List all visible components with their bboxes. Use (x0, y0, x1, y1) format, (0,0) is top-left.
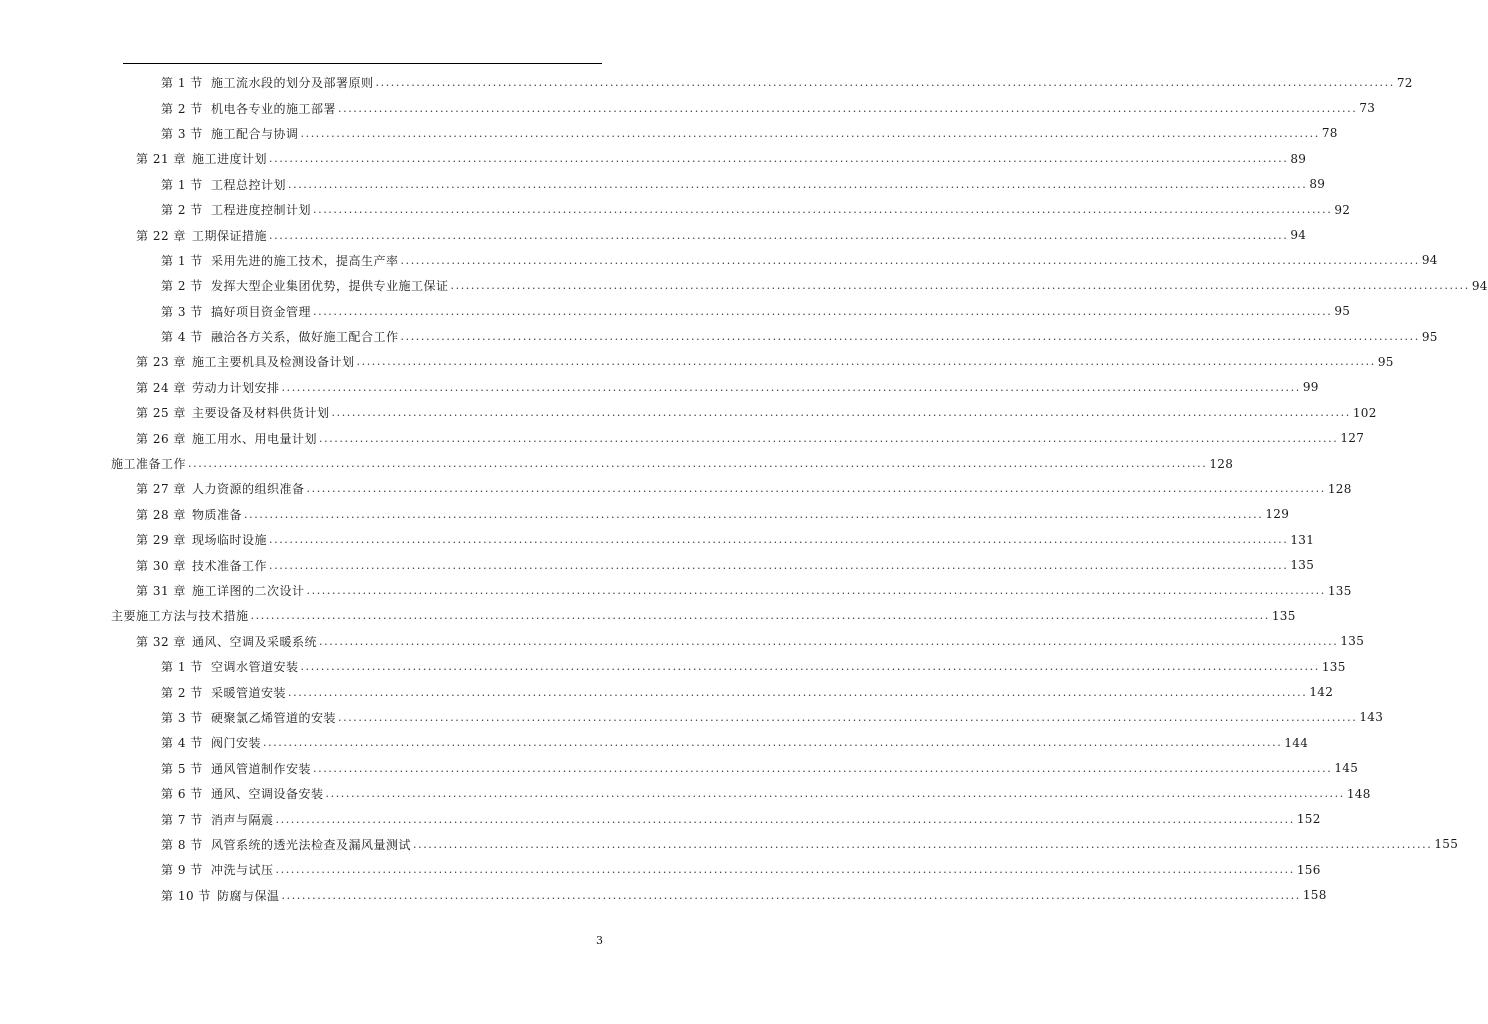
toc-entry-number: 第 29 章 (136, 533, 186, 548)
toc-entry-title: 施工详图的二次设计 (192, 584, 305, 598)
toc-entry-number: 第 7 节 (161, 812, 203, 827)
toc-entry-chapter[interactable] (0, 146, 1307, 171)
toc-entry-title: 融洽各方关系，做好施工配合工作 (211, 330, 399, 345)
toc-entry-section[interactable] (0, 324, 1438, 349)
toc-entry-page: 78 (1321, 126, 1338, 141)
toc-entry-title: 工程总控计划 (211, 177, 287, 192)
toc-entry-part[interactable] (0, 603, 1296, 628)
toc-entry-title: 机电各专业的施工部署 (211, 101, 337, 116)
toc-entry-page: 89 (1309, 177, 1326, 192)
toc-entry-section[interactable] (0, 172, 1326, 197)
toc-entry-page: 145 (1334, 761, 1359, 776)
page-number: 3 (596, 934, 603, 947)
toc-entry-number: 第 10 节 (161, 888, 211, 903)
toc-entry-page: 95 (1334, 304, 1351, 319)
toc-entry-number: 第 2 节 (161, 203, 203, 218)
toc-entry-title: 施工准备工作 (111, 457, 187, 472)
toc-entry-section[interactable] (0, 756, 1359, 781)
toc-entry-page: 129 (1265, 507, 1290, 522)
toc-entry-chapter[interactable] (0, 222, 1307, 247)
toc-entry-title: 发挥大型企业集团优势，提供专业施工保证 (211, 279, 449, 294)
dot-leader: ........................................................................................................................................................................................................ (269, 228, 1289, 242)
dot-leader: ........................................................................................................................................................................................................ (375, 76, 1395, 90)
toc-entry-page: 143 (1359, 710, 1384, 725)
toc-entry-page: 99 (1302, 380, 1319, 395)
toc-entry-section[interactable] (0, 299, 1351, 324)
toc-entry-page: 95 (1377, 354, 1394, 369)
toc-entry-number: 第 5 节 (161, 761, 203, 776)
toc-entry-title: 风管系统的透光法检查及漏风量测试 (211, 837, 412, 852)
dot-leader: ........................................................................................................................................................................................................ (400, 330, 1420, 344)
toc-entry-title: 施工主要机具及检测设备计划 (192, 355, 355, 370)
toc-entry-section[interactable] (0, 654, 1346, 679)
toc-entry-number: 第 4 节 (161, 330, 203, 345)
toc-entry-number: 第 1 节 (161, 253, 203, 268)
toc-entry-chapter[interactable] (0, 502, 1290, 527)
toc-entry-page: 95 (1421, 329, 1438, 344)
toc-entry-title: 施工配合与协调 (211, 126, 299, 141)
toc-entry-title: 采用先进的施工技术，提高生产率 (211, 253, 399, 268)
toc-entry-number: 第 21 章 (136, 152, 186, 167)
toc-entry-page: 144 (1284, 735, 1309, 750)
toc-entry-section[interactable] (0, 121, 1338, 146)
toc-entry-number: 第 3 节 (161, 710, 203, 725)
toc-entry-section[interactable] (0, 832, 1459, 857)
dot-leader: ........................................................................................................................................................................................................ (281, 380, 1301, 394)
toc-entry-title: 施工进度计划 (192, 152, 268, 167)
toc-entry-number: 第 22 章 (136, 228, 186, 243)
toc-entry-section[interactable] (0, 730, 1309, 755)
toc-entry-page: 155 (1434, 837, 1459, 852)
toc-entry-page: 135 (1290, 558, 1315, 573)
toc-entry-number: 第 24 章 (136, 380, 186, 395)
toc-entry-page: 131 (1290, 532, 1315, 547)
dot-leader: ........................................................................................................................................................................................................ (275, 863, 1295, 877)
toc-entry-title: 通风、空调及采暖系统 (192, 634, 318, 649)
dot-leader: ........................................................................................................................................................................................................ (319, 634, 1339, 648)
toc-entry-title: 劳动力计划安排 (192, 380, 280, 395)
dot-leader: ........................................................................................................................................................................................................ (269, 533, 1289, 547)
toc-entry-title: 施工流水段的划分及部署原则 (211, 76, 374, 91)
toc-entry-section[interactable] (0, 781, 1371, 806)
dot-leader: ........................................................................................................................................................................................................ (250, 609, 1270, 623)
toc-entry-chapter[interactable] (0, 629, 1365, 654)
toc-entry-number: 第 1 节 (161, 660, 203, 675)
toc-entry-page: 156 (1296, 862, 1321, 877)
toc-entry-page: 135 (1271, 608, 1296, 623)
toc-entry-page: 148 (1346, 786, 1371, 801)
toc-entry-part[interactable] (0, 451, 1234, 476)
toc-entry-title: 人力资源的组织准备 (192, 482, 305, 497)
toc-entry-number: 第 26 章 (136, 431, 186, 446)
toc-entry-section[interactable] (0, 705, 1384, 730)
dot-leader: ........................................................................................................................................................................................................ (263, 736, 1283, 750)
dot-leader: ........................................................................................................................................................................................................ (338, 710, 1358, 724)
toc-entry-section[interactable] (0, 95, 1376, 120)
toc-entry-section[interactable] (0, 70, 1413, 95)
toc-entry-chapter[interactable] (0, 400, 1377, 425)
toc-entry-title: 现场临时设施 (192, 533, 268, 548)
toc-entry-page: 73 (1359, 101, 1376, 116)
toc-entry-section[interactable] (0, 273, 1488, 298)
header-rule (123, 63, 602, 64)
toc-entry-chapter[interactable] (0, 476, 1352, 501)
toc-entry-number: 第 28 章 (136, 507, 186, 522)
table-of-contents (0, 70, 1488, 908)
dot-leader: ........................................................................................................................................................................................................ (306, 482, 1326, 496)
toc-entry-number: 第 2 节 (161, 685, 203, 700)
dot-leader: ........................................................................................................................................................................................................ (244, 507, 1264, 521)
toc-entry-number: 第 32 章 (136, 634, 186, 649)
toc-entry-chapter[interactable] (0, 527, 1315, 552)
toc-entry-title: 空调水管道安装 (211, 660, 299, 675)
toc-entry-chapter[interactable] (0, 578, 1352, 603)
toc-entry-title: 搞好项目资金管理 (211, 304, 312, 319)
toc-entry-title: 技术准备工作 (192, 558, 268, 573)
dot-leader: ........................................................................................................................................................................................................ (319, 431, 1339, 445)
dot-leader: ........................................................................................................................................................................................................ (413, 837, 1433, 851)
toc-entry-number: 第 9 节 (161, 863, 203, 878)
dot-leader: ........................................................................................................................................................................................................ (400, 253, 1420, 267)
toc-entry-chapter[interactable] (0, 375, 1319, 400)
dot-leader: ........................................................................................................................................................................................................ (288, 685, 1308, 699)
toc-entry-title: 物质准备 (192, 507, 243, 522)
toc-entry-section[interactable] (0, 197, 1351, 222)
dot-leader: ........................................................................................................................................................................................................ (450, 279, 1470, 293)
toc-entry-section[interactable] (0, 857, 1321, 882)
toc-entry-page: 92 (1334, 202, 1351, 217)
toc-entry-title: 通风管道制作安装 (211, 761, 312, 776)
toc-entry-section[interactable] (0, 883, 1327, 908)
toc-entry-number: 第 4 节 (161, 736, 203, 751)
toc-entry-page: 127 (1340, 431, 1365, 446)
toc-entry-number: 第 30 章 (136, 558, 186, 573)
dot-leader: ........................................................................................................................................................................................................ (300, 126, 1320, 140)
toc-entry-title: 冲洗与试压 (211, 863, 274, 878)
dot-leader: ........................................................................................................................................................................................................ (306, 584, 1326, 597)
toc-entry-number: 第 2 节 (161, 279, 203, 294)
toc-entry-page: 102 (1352, 405, 1377, 420)
toc-entry-chapter[interactable] (0, 552, 1315, 577)
toc-entry-page: 94 (1290, 228, 1307, 243)
toc-entry-page: 152 (1296, 812, 1321, 827)
toc-entry-page: 135 (1340, 634, 1365, 649)
toc-entry-title: 施工用水、用电量计划 (192, 431, 318, 446)
toc-entry-page: 72 (1396, 75, 1413, 90)
toc-entry-section[interactable] (0, 806, 1321, 831)
dot-leader: ........................................................................................................................................................................................................ (313, 304, 1333, 318)
dot-leader: ........................................................................................................................................................................................................ (300, 660, 1320, 674)
toc-entry-title: 采暖管道安装 (211, 685, 287, 700)
dot-leader: ........................................................................................................................................................................................................ (275, 812, 1295, 826)
toc-entry-title: 阀门安装 (211, 736, 262, 751)
dot-leader: ........................................................................................................................................................................................................ (288, 177, 1308, 191)
dot-leader: ........................................................................................................................................................................................................ (188, 457, 1208, 471)
toc-entry-page: 135 (1321, 659, 1346, 674)
toc-entry-title: 主要施工方法与技术措施 (111, 609, 249, 624)
dot-leader: ........................................................................................................................................................................................................ (313, 761, 1333, 775)
toc-entry-chapter[interactable] (0, 349, 1394, 374)
toc-entry-page: 94 (1471, 278, 1488, 293)
toc-entry-page: 94 (1421, 253, 1438, 268)
toc-entry-title: 消声与隔震 (211, 812, 274, 827)
toc-entry-section[interactable] (0, 679, 1334, 704)
toc-entry-number: 第 23 章 (136, 355, 186, 370)
toc-entry-number: 第 1 节 (161, 177, 203, 192)
toc-entry-number: 第 8 节 (161, 837, 203, 852)
dot-leader: ........................................................................................................................................................................................................ (356, 355, 1376, 369)
toc-entry-number: 第 3 节 (161, 304, 203, 319)
dot-leader: ........................................................................................................................................................................................................ (269, 558, 1289, 572)
toc-entry-title: 工期保证措施 (192, 228, 268, 243)
toc-entry-page: 158 (1302, 888, 1327, 903)
toc-entry-page: 128 (1327, 481, 1352, 496)
toc-entry-number: 第 3 节 (161, 126, 203, 141)
dot-leader: ........................................................................................................................................................................................................ (338, 101, 1358, 115)
toc-entry-title: 通风、空调设备安装 (211, 787, 324, 802)
toc-entry-title: 主要设备及材料供货计划 (192, 406, 330, 421)
dot-leader: ........................................................................................................................................................................................................ (331, 406, 1351, 420)
dot-leader: ........................................................................................................................................................................................................ (269, 152, 1289, 166)
toc-entry-number: 第 2 节 (161, 101, 203, 116)
toc-entry-page: 135 (1327, 583, 1352, 598)
toc-entry-number: 第 27 章 (136, 482, 186, 497)
dot-leader: ........................................................................................................................................................................................................ (325, 787, 1345, 801)
toc-entry-page: 142 (1309, 685, 1334, 700)
toc-entry-number: 第 31 章 (136, 584, 186, 598)
toc-entry-page: 89 (1290, 151, 1307, 166)
dot-leader: ........................................................................................................................................................................................................ (313, 203, 1333, 217)
toc-entry-section[interactable] (0, 248, 1438, 273)
toc-entry-chapter[interactable] (0, 425, 1365, 450)
toc-entry-number: 第 6 节 (161, 787, 203, 802)
toc-entry-number: 第 1 节 (161, 76, 203, 91)
toc-entry-page: 128 (1209, 456, 1234, 471)
dot-leader: ........................................................................................................................................................................................................ (281, 888, 1301, 902)
toc-entry-title: 工程进度控制计划 (211, 203, 312, 218)
toc-entry-title: 防腐与保温 (217, 888, 280, 903)
toc-entry-title: 硬聚氯乙烯管道的安装 (211, 710, 337, 725)
toc-entry-number: 第 25 章 (136, 406, 186, 421)
